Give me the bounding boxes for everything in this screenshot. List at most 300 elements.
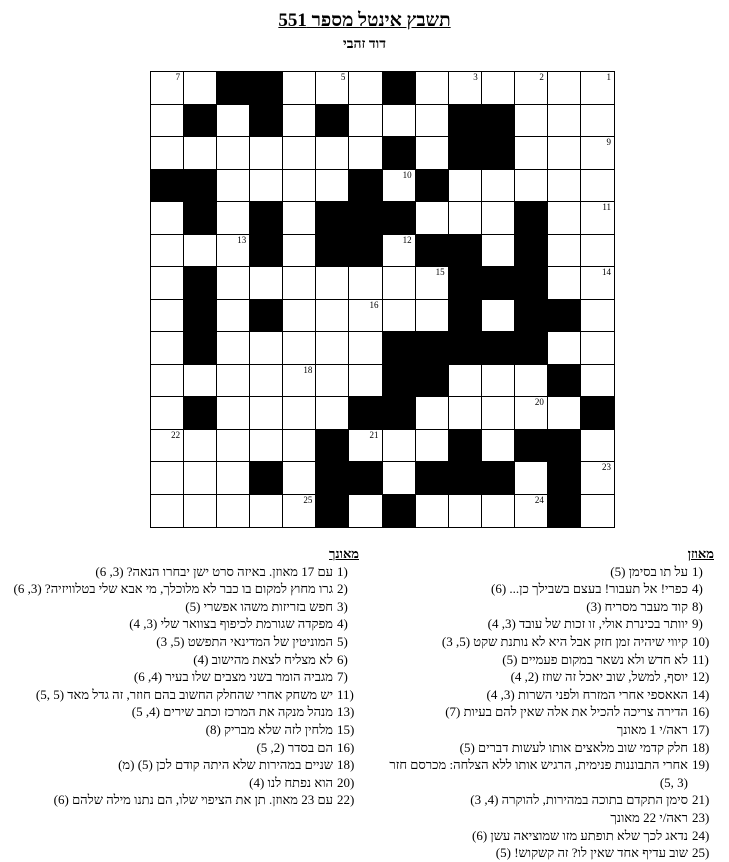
clue-text: נדאג לכך שלא תופתע מזו שמוציאה עשן (6) bbox=[471, 827, 688, 843]
clue-item bbox=[4, 615, 359, 633]
grid-cell[interactable] bbox=[316, 170, 349, 203]
grid-cell[interactable] bbox=[151, 430, 184, 463]
grid-block bbox=[151, 170, 184, 203]
grid-block bbox=[383, 137, 416, 170]
grid-cell[interactable] bbox=[250, 332, 283, 365]
grid-cell[interactable] bbox=[151, 365, 184, 398]
grid-cell[interactable] bbox=[581, 300, 614, 333]
grid-cell[interactable] bbox=[416, 495, 449, 528]
cell-number: 5 bbox=[340, 72, 346, 82]
clue-text: האאספי אחרי המזרח ולפני השרות (3, 4) bbox=[486, 686, 688, 702]
clue-number: 25) bbox=[692, 845, 710, 861]
grid-block bbox=[316, 430, 349, 463]
clue-item bbox=[4, 756, 359, 774]
clue-text: הם בסדר (2, 5) bbox=[256, 739, 333, 755]
grid-cell[interactable] bbox=[349, 137, 382, 170]
grid-block bbox=[416, 462, 449, 495]
grid-block bbox=[250, 235, 283, 268]
cell-number: 21 bbox=[369, 429, 379, 440]
clue-number: 9) bbox=[692, 616, 703, 632]
clue-text: מגביה הומר בשני מצבים שלו בעיר (4, 6) bbox=[133, 669, 333, 685]
grid-cell[interactable] bbox=[151, 267, 184, 300]
grid-block bbox=[383, 332, 416, 365]
cell-number: 16 bbox=[369, 299, 379, 310]
clue-text: חלק קדמי שוב מלאצים אותו לעשות דברים (5) bbox=[459, 739, 688, 755]
grid-cell[interactable] bbox=[581, 235, 614, 268]
grid-cell[interactable] bbox=[548, 170, 581, 203]
grid-cell[interactable] bbox=[217, 267, 250, 300]
grid-cell[interactable] bbox=[581, 105, 614, 138]
grid-cell[interactable] bbox=[349, 430, 382, 463]
grid-block bbox=[482, 137, 515, 170]
grid-cell[interactable] bbox=[349, 495, 382, 528]
clue-text: מנהל מנקה את המרכז וכתב שירים (4, 5) bbox=[131, 704, 333, 720]
clue-item bbox=[4, 791, 359, 809]
grid-cell[interactable] bbox=[548, 397, 581, 430]
grid-block bbox=[250, 105, 283, 138]
clue-text: חפש בזריזות משהו אפשרי (5) bbox=[185, 598, 333, 614]
clue-text: מלחין לזה שלא מבריק (8) bbox=[205, 721, 333, 737]
grid-cell[interactable] bbox=[316, 72, 349, 105]
grid-cell[interactable] bbox=[151, 332, 184, 365]
grid-cell[interactable] bbox=[283, 267, 316, 300]
cell-number: 20 bbox=[534, 397, 544, 407]
grid-block bbox=[515, 430, 548, 463]
grid-cell[interactable] bbox=[482, 202, 515, 235]
grid-block bbox=[449, 332, 482, 365]
grid-block bbox=[449, 462, 482, 495]
cell-number: 15 bbox=[435, 267, 445, 277]
clue-item bbox=[384, 686, 714, 704]
grid-cell[interactable] bbox=[250, 397, 283, 430]
grid-block bbox=[548, 365, 581, 398]
grid-cell[interactable] bbox=[515, 137, 548, 170]
grid-cell[interactable] bbox=[217, 365, 250, 398]
across-clues bbox=[384, 545, 714, 862]
grid-cell[interactable] bbox=[316, 332, 349, 365]
grid-cell[interactable] bbox=[151, 105, 184, 138]
clue-number: 17) bbox=[692, 721, 710, 737]
grid-cell[interactable] bbox=[184, 430, 217, 463]
grid-cell[interactable] bbox=[581, 365, 614, 398]
cell-number: 2 bbox=[539, 72, 544, 82]
grid-cell[interactable] bbox=[184, 495, 217, 528]
grid-cell[interactable] bbox=[283, 365, 316, 398]
cell-number: 10 bbox=[402, 169, 412, 180]
clue-number: 23) bbox=[692, 809, 710, 825]
grid-cell[interactable] bbox=[349, 105, 382, 138]
grid-cell[interactable] bbox=[349, 267, 382, 300]
grid-cell[interactable] bbox=[283, 430, 316, 463]
clue-text: שניים במהירות שלא היתה קודם לכן (5) (מ) bbox=[118, 757, 333, 773]
grid-block bbox=[349, 235, 382, 268]
cell-number: 3 bbox=[473, 72, 478, 82]
grid-block bbox=[482, 462, 515, 495]
clue-number: 11) bbox=[337, 686, 354, 702]
grid-cell[interactable] bbox=[482, 235, 515, 268]
clue-number: 18) bbox=[692, 739, 710, 755]
grid-cell[interactable] bbox=[217, 430, 250, 463]
puzzle-title: תשבץ אינטל מספר 551 bbox=[278, 10, 451, 31]
grid-cell[interactable] bbox=[349, 300, 382, 333]
grid-block bbox=[349, 397, 382, 430]
grid-block bbox=[349, 202, 382, 235]
grid-cell[interactable] bbox=[250, 365, 283, 398]
grid-cell[interactable] bbox=[482, 170, 515, 203]
cell-number: 1 bbox=[606, 72, 611, 82]
clue-text: על תו בסימן (5) bbox=[610, 563, 688, 579]
clue-text: שוב עדיף אחד שאין לו? זה קשקוש! (5) bbox=[495, 845, 688, 861]
grid-block bbox=[482, 267, 515, 300]
grid-block bbox=[250, 202, 283, 235]
grid-cell[interactable] bbox=[217, 137, 250, 170]
grid-cell[interactable] bbox=[581, 170, 614, 203]
clue-text: מפקדה שגורמת לכיפוף בצוואר שלי (3, 4) bbox=[129, 616, 333, 632]
grid-cell[interactable] bbox=[184, 365, 217, 398]
clue-number: 22) bbox=[337, 792, 355, 808]
grid-cell[interactable] bbox=[283, 462, 316, 495]
grid-cell[interactable] bbox=[383, 462, 416, 495]
grid-cell[interactable] bbox=[581, 430, 614, 463]
grid-block bbox=[449, 137, 482, 170]
grid-cell[interactable] bbox=[416, 137, 449, 170]
grid-cell[interactable] bbox=[482, 72, 515, 105]
cell-number: 7 bbox=[175, 72, 181, 82]
cell-number: 23 bbox=[602, 462, 611, 472]
grid-cell[interactable] bbox=[449, 397, 482, 430]
grid-cell[interactable] bbox=[151, 202, 184, 235]
crossword-grid bbox=[150, 71, 615, 528]
grid-block bbox=[449, 300, 482, 333]
grid-cell[interactable] bbox=[482, 430, 515, 463]
down-clues bbox=[4, 545, 359, 809]
clue-number: 6) bbox=[337, 651, 348, 667]
clue-number: 21) bbox=[692, 792, 710, 808]
grid-cell[interactable] bbox=[416, 430, 449, 463]
clue-text: ראה/י 22 מאונך bbox=[610, 809, 688, 825]
grid-block bbox=[250, 300, 283, 333]
cell-number: 13 bbox=[237, 234, 247, 245]
grid-cell[interactable] bbox=[349, 365, 382, 398]
grid-cell[interactable] bbox=[416, 105, 449, 138]
grid-cell[interactable] bbox=[515, 495, 548, 528]
clue-text: עם 17 מאוזן. באיזה סרט ישן יבחרו הנאה? (3, 6) bbox=[95, 563, 333, 579]
clue-item bbox=[384, 633, 714, 651]
clue-number: 2) bbox=[337, 581, 348, 597]
grid-cell[interactable] bbox=[283, 72, 316, 105]
grid-cell[interactable] bbox=[151, 300, 184, 333]
clue-item bbox=[384, 844, 714, 862]
grid-cell[interactable] bbox=[151, 137, 184, 170]
grid-cell[interactable] bbox=[283, 137, 316, 170]
grid-cell[interactable] bbox=[283, 300, 316, 333]
grid-cell[interactable] bbox=[250, 267, 283, 300]
grid-block bbox=[416, 332, 449, 365]
grid-cell[interactable] bbox=[250, 137, 283, 170]
grid-cell[interactable] bbox=[316, 300, 349, 333]
grid-block bbox=[515, 332, 548, 365]
clue-item bbox=[4, 633, 359, 651]
grid-cell[interactable] bbox=[283, 202, 316, 235]
grid-cell[interactable] bbox=[581, 462, 614, 495]
grid-cell[interactable] bbox=[184, 137, 217, 170]
grid-block bbox=[515, 235, 548, 268]
grid-cell[interactable] bbox=[283, 105, 316, 138]
cell-number: 18 bbox=[303, 364, 313, 375]
clue-text: הוא נפתח לנו (4) bbox=[249, 774, 333, 790]
clue-number: 4) bbox=[692, 581, 703, 597]
clue-number: 3) bbox=[337, 598, 348, 614]
clue-number: 10) bbox=[692, 633, 710, 649]
grid-cell[interactable] bbox=[184, 462, 217, 495]
clue-text: כפרי! אל תעבור! בעצם בשבילך כן... (6) bbox=[490, 581, 688, 597]
clue-text: לא מצליח לצאת מהישוב (4) bbox=[193, 651, 333, 667]
grid-block bbox=[383, 397, 416, 430]
grid-block bbox=[548, 300, 581, 333]
grid-cell[interactable] bbox=[416, 397, 449, 430]
grid-cell[interactable] bbox=[349, 72, 382, 105]
clue-item bbox=[4, 686, 359, 704]
grid-cell[interactable] bbox=[383, 105, 416, 138]
grid-cell[interactable] bbox=[151, 72, 184, 105]
clue-item bbox=[4, 563, 359, 581]
grid-cell[interactable] bbox=[515, 170, 548, 203]
grid-cell[interactable] bbox=[581, 332, 614, 365]
grid-block bbox=[383, 495, 416, 528]
grid-cell[interactable] bbox=[383, 300, 416, 333]
grid-cell[interactable] bbox=[416, 202, 449, 235]
cell-number: 11 bbox=[602, 202, 611, 212]
grid-cell[interactable] bbox=[383, 267, 416, 300]
clue-item bbox=[384, 651, 714, 669]
clue-number: 12) bbox=[692, 669, 710, 685]
grid-block bbox=[316, 105, 349, 138]
grid-cell[interactable] bbox=[548, 137, 581, 170]
grid-block bbox=[548, 462, 581, 495]
cell-number: 8 bbox=[274, 104, 280, 115]
clue-number: 15) bbox=[337, 721, 355, 737]
clue-item bbox=[384, 580, 714, 598]
grid-cell[interactable] bbox=[581, 202, 614, 235]
clue-text: יש משחק אחרי שהחלק החשוב בהם חוזר, זה גדל מאד (5 ,5) bbox=[35, 686, 333, 702]
grid-block bbox=[250, 462, 283, 495]
clue-item bbox=[4, 598, 359, 616]
grid-cell[interactable] bbox=[515, 72, 548, 105]
clue-number: 4) bbox=[337, 616, 348, 632]
grid-block bbox=[416, 170, 449, 203]
grid-cell[interactable] bbox=[548, 72, 581, 105]
grid-block bbox=[383, 365, 416, 398]
grid-cell[interactable] bbox=[548, 267, 581, 300]
grid-cell[interactable] bbox=[482, 365, 515, 398]
grid-block bbox=[383, 72, 416, 105]
clue-number: 19) bbox=[692, 757, 710, 773]
clue-number: 7) bbox=[337, 669, 348, 685]
grid-cell[interactable] bbox=[581, 137, 614, 170]
grid-block bbox=[184, 332, 217, 365]
clue-number: 20) bbox=[337, 774, 355, 790]
grid-cell[interactable] bbox=[449, 170, 482, 203]
grid-cell[interactable] bbox=[283, 495, 316, 528]
across-heading: מאוזן bbox=[687, 546, 714, 561]
clue-text: ראה/י 1 מאונך bbox=[616, 721, 688, 737]
grid-cell[interactable] bbox=[316, 365, 349, 398]
grid-cell[interactable] bbox=[283, 332, 316, 365]
grid-cell[interactable] bbox=[515, 365, 548, 398]
clue-number: 13) bbox=[337, 704, 355, 720]
grid-cell[interactable] bbox=[151, 235, 184, 268]
clue-text: לא חדש ולא נשאר במקום פעמיים (5) bbox=[502, 651, 688, 667]
grid-cell[interactable] bbox=[217, 495, 250, 528]
grid-cell[interactable] bbox=[515, 462, 548, 495]
grid-cell[interactable] bbox=[416, 267, 449, 300]
grid-cell[interactable] bbox=[217, 462, 250, 495]
clue-item bbox=[4, 651, 359, 669]
down-heading: מאונך bbox=[329, 546, 359, 561]
grid-block bbox=[349, 170, 382, 203]
grid-block bbox=[416, 365, 449, 398]
clue-item bbox=[384, 827, 714, 845]
clue-item bbox=[4, 668, 359, 686]
clue-item bbox=[384, 756, 714, 791]
clue-number: 8) bbox=[692, 598, 703, 614]
grid-cell[interactable] bbox=[383, 430, 416, 463]
grid-block bbox=[184, 300, 217, 333]
down-clue-list bbox=[4, 563, 359, 809]
grid-cell[interactable] bbox=[283, 170, 316, 203]
grid-block bbox=[581, 397, 614, 430]
grid-cell[interactable] bbox=[184, 72, 217, 105]
grid-cell[interactable] bbox=[250, 430, 283, 463]
grid-block bbox=[515, 267, 548, 300]
grid-cell[interactable] bbox=[217, 300, 250, 333]
grid-cell[interactable] bbox=[151, 397, 184, 430]
clue-number: 18) bbox=[337, 757, 355, 773]
clue-item bbox=[4, 721, 359, 739]
grid-cell[interactable] bbox=[217, 105, 250, 138]
grid-block bbox=[548, 495, 581, 528]
grid-cell[interactable] bbox=[515, 105, 548, 138]
grid-block bbox=[316, 202, 349, 235]
grid-cell[interactable] bbox=[383, 170, 416, 203]
grid-block bbox=[449, 267, 482, 300]
cell-number: 14 bbox=[602, 267, 611, 277]
grid-cell[interactable] bbox=[349, 332, 382, 365]
cell-number: 25 bbox=[303, 494, 313, 505]
clue-number: 1) bbox=[337, 563, 348, 579]
grid-cell[interactable] bbox=[548, 332, 581, 365]
grid-cell[interactable] bbox=[316, 137, 349, 170]
grid-block bbox=[449, 235, 482, 268]
clue-item bbox=[384, 703, 714, 721]
clue-item bbox=[384, 809, 714, 827]
clue-item bbox=[384, 563, 714, 581]
grid-cell[interactable] bbox=[449, 202, 482, 235]
grid-block bbox=[316, 495, 349, 528]
grid-cell[interactable] bbox=[217, 235, 250, 268]
grid-block bbox=[482, 332, 515, 365]
grid-block bbox=[184, 170, 217, 203]
clue-text: קיווי שיהיה זמן חזק אבל היא לא נותנת שקט (5, 3) bbox=[441, 633, 688, 649]
grid-cell[interactable] bbox=[548, 235, 581, 268]
clue-item bbox=[384, 721, 714, 739]
cell-number: 12 bbox=[402, 234, 412, 245]
grid-cell[interactable] bbox=[482, 300, 515, 333]
puzzle-author: דוד זהבי bbox=[343, 37, 386, 52]
clue-item bbox=[4, 739, 359, 757]
grid-cell[interactable] bbox=[581, 72, 614, 105]
grid-cell[interactable] bbox=[482, 495, 515, 528]
clue-item bbox=[384, 668, 714, 686]
grid-cell[interactable] bbox=[482, 397, 515, 430]
grid-cell[interactable] bbox=[548, 202, 581, 235]
grid-cell[interactable] bbox=[217, 170, 250, 203]
grid-cell[interactable] bbox=[217, 332, 250, 365]
clue-number: 11) bbox=[692, 651, 709, 667]
grid-cell[interactable] bbox=[283, 235, 316, 268]
grid-cell[interactable] bbox=[416, 300, 449, 333]
cell-number: 6 bbox=[274, 72, 280, 82]
clue-text: עם 23 מאוזן. תן את הציפוי שלו, הם נתנו מילה שלהם (6) bbox=[53, 792, 333, 808]
grid-block bbox=[449, 430, 482, 463]
grid-cell[interactable] bbox=[217, 397, 250, 430]
grid-block bbox=[383, 202, 416, 235]
grid-block bbox=[184, 397, 217, 430]
grid-cell[interactable] bbox=[449, 72, 482, 105]
clue-text: גרו מחוץ למקום בו כבר לא מלוכלך, מי אבא שלי בטלוויזיה? (3, 6) bbox=[13, 581, 333, 597]
grid-block bbox=[515, 300, 548, 333]
grid-cell[interactable] bbox=[151, 462, 184, 495]
grid-cell[interactable] bbox=[217, 202, 250, 235]
clue-item bbox=[384, 615, 714, 633]
grid-cell[interactable] bbox=[184, 235, 217, 268]
cell-number: 22 bbox=[171, 429, 181, 440]
grid-cell[interactable] bbox=[283, 397, 316, 430]
grid-cell[interactable] bbox=[449, 365, 482, 398]
grid-cell[interactable] bbox=[581, 495, 614, 528]
cell-number: 9 bbox=[606, 137, 611, 147]
cell-number: 24 bbox=[534, 494, 544, 505]
grid-cell[interactable] bbox=[548, 105, 581, 138]
grid-cell[interactable] bbox=[316, 267, 349, 300]
grid-cell[interactable] bbox=[515, 397, 548, 430]
grid-cell[interactable] bbox=[416, 72, 449, 105]
cell-number: 19 bbox=[602, 397, 611, 407]
grid-cell[interactable] bbox=[581, 267, 614, 300]
grid-cell[interactable] bbox=[151, 495, 184, 528]
cell-number: 17 bbox=[534, 332, 544, 342]
cell-number: 4 bbox=[407, 72, 412, 82]
clue-item bbox=[4, 774, 359, 792]
grid-cell[interactable] bbox=[316, 397, 349, 430]
grid-cell[interactable] bbox=[250, 495, 283, 528]
clue-number: 1) bbox=[692, 563, 703, 579]
clue-number: 14) bbox=[692, 686, 710, 702]
grid-block bbox=[184, 105, 217, 138]
grid-block bbox=[250, 72, 283, 105]
clue-text: יוסף, למשל, שוב יאכל זה שוזז (2, 4) bbox=[510, 669, 688, 685]
across-clue-list bbox=[384, 563, 714, 862]
grid-block bbox=[316, 235, 349, 268]
clue-item bbox=[384, 791, 714, 809]
grid-cell[interactable] bbox=[383, 235, 416, 268]
grid-block bbox=[482, 105, 515, 138]
clue-number: 16) bbox=[337, 739, 355, 755]
grid-cell[interactable] bbox=[449, 495, 482, 528]
grid-cell[interactable] bbox=[250, 170, 283, 203]
grid-block bbox=[416, 235, 449, 268]
grid-block bbox=[217, 72, 250, 105]
